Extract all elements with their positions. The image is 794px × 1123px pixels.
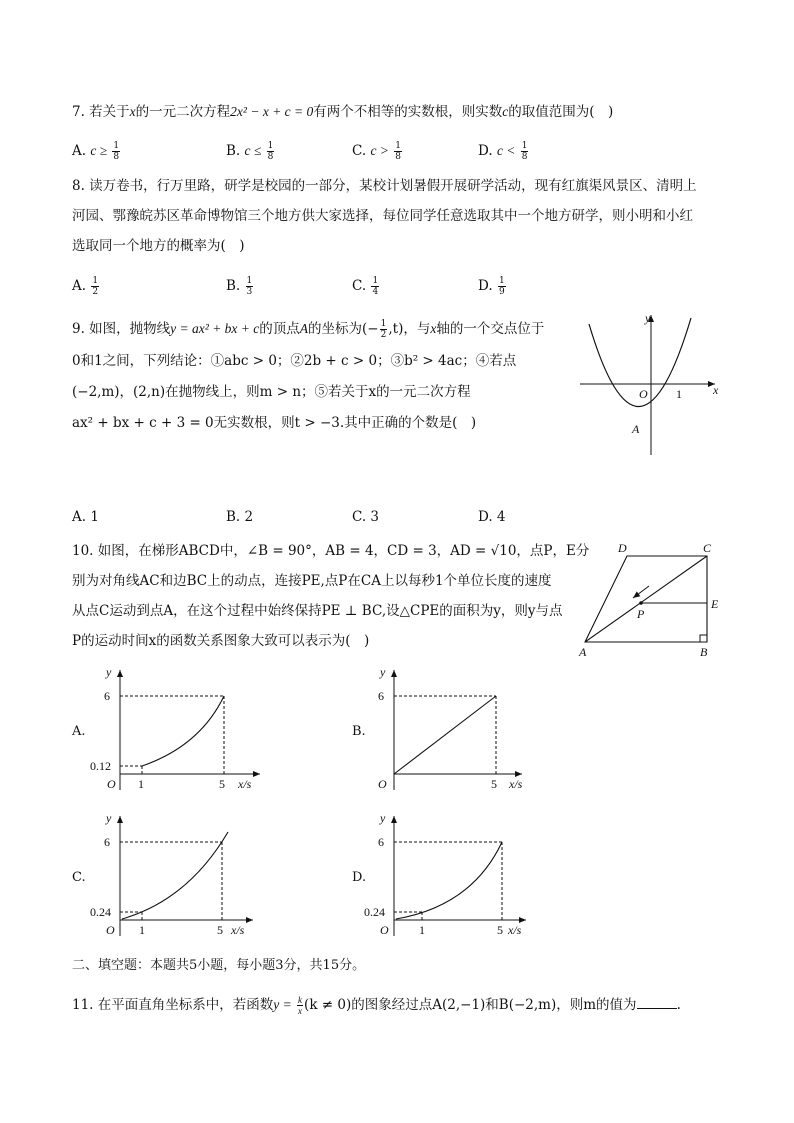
q10-label-c: C (703, 541, 712, 555)
q7-option-c[interactable]: C. c > $\frac{1}{8}$ (352, 141, 401, 162)
svg-text:O: O (107, 777, 116, 791)
svg-text:5: 5 (497, 923, 503, 937)
q9-line2: 0和1之间，下列结论：①abc > 0；②2b + c > 0；③b² > 4ac；④若点 (72, 353, 517, 369)
q10-line3: 从点C运动到点A，在这个过程中始终保持PE ⊥ BC,设△CPE的面积为y，则y与点 (72, 603, 563, 619)
q8-option-a[interactable]: A. $\frac{1}{2}$ (72, 276, 99, 297)
q9-axis-x-label: x (713, 383, 719, 397)
q9-option-b[interactable]: B. 2 (226, 509, 254, 525)
svg-text:0.24: 0.24 (364, 905, 385, 919)
q9-option-d[interactable]: D. 4 (478, 509, 506, 525)
q9-vertex-label: A (632, 422, 640, 436)
q8-line3: 选取同一个地方的概率为( ) (72, 238, 245, 254)
q9-origin-label: O (639, 387, 648, 401)
q8-option-c[interactable]: C. $\frac{1}{4}$ (352, 276, 379, 297)
q7-stem: 7. 若关于x的一元二次方程2x² − x + c = 0有两个不相等的实数根，则实数c的取值范围为( ) (72, 104, 614, 120)
q10-label-a: A (579, 645, 587, 659)
q8-line1: 8. 读万卷书，行万里路，研学是校园的一部分，某校计划暑假开展研学活动，现有红旗渠风景区、清明上 (72, 178, 697, 194)
svg-text:6: 6 (378, 835, 384, 849)
svg-text:6: 6 (378, 689, 384, 703)
q9-line1: 9. 如图，抛物线y = ax² + bx + c的顶点A的坐标为(− $\frac{1}{2}$ ,t)，与x轴的一个交点位于 (72, 319, 545, 340)
q9-axis-y-label: y (645, 311, 651, 325)
q10-trapezoid-figure (575, 540, 735, 660)
svg-text:5: 5 (217, 923, 223, 937)
q9-tick-1-label: 1 (676, 387, 682, 401)
q8-option-d[interactable]: D. $\frac{1}{9}$ (478, 276, 505, 297)
svg-text:6: 6 (104, 835, 110, 849)
q10-graph-b[interactable] (362, 662, 542, 797)
q9-option-c[interactable]: C. 3 (352, 509, 380, 525)
q10-right-angle-mark (700, 635, 707, 642)
svg-text:y: y (380, 811, 386, 825)
q7-option-a[interactable]: A. c ≥ $\frac{1}{8}$ (72, 141, 120, 162)
svg-text:x/s: x/s (508, 923, 522, 937)
q10-graph-d[interactable] (362, 808, 542, 943)
svg-text:0.12: 0.12 (90, 759, 111, 773)
q10-line1: 10. 如图，在梯形ABCD中，∠B = 90°，AB = 4，CD = 3，AD = √10，点P，E分 (72, 543, 590, 559)
svg-text:y: y (106, 665, 112, 679)
q9-line4: ax² + bx + c + 3 = 0无实数根，则t > −3.其中正确的个数是( ) (72, 415, 477, 431)
q10-graph-b-letter[interactable]: B. (352, 724, 366, 739)
svg-text:O: O (106, 923, 115, 937)
q7-option-d[interactable]: D. c < $\frac{1}{8}$ (478, 141, 528, 162)
q10-label-d: D (618, 541, 627, 555)
q10-label-e: E (711, 597, 719, 611)
svg-text:x/s: x/s (238, 777, 252, 791)
q10-diagonal-ac (585, 556, 707, 642)
svg-text:5: 5 (491, 777, 497, 791)
q10-label-p: P (637, 607, 645, 621)
q10-graph-c-letter[interactable]: C. (72, 870, 86, 885)
q10-graph-a-letter[interactable]: A. (72, 724, 86, 739)
svg-text:1: 1 (419, 923, 425, 937)
svg-text:1: 1 (138, 777, 144, 791)
svg-text:1: 1 (139, 923, 145, 937)
svg-text:O: O (378, 777, 387, 791)
svg-text:y: y (380, 665, 386, 679)
q10-motion-arrow (633, 586, 649, 598)
q10-graph-d-letter[interactable]: D. (352, 870, 367, 885)
q11-answer-blank[interactable] (637, 996, 677, 1009)
q10-line4: P的运动时间x的函数关系图象大致可以表示为( ) (72, 633, 370, 649)
q7-option-b[interactable]: B. c ≤ $\frac{1}{8}$ (226, 141, 274, 162)
q8-line2: 河园、鄂豫皖苏区革命博物馆三个地方供大家选择，每位同学任意选取其中一个地方研学，则小明和小红 (72, 208, 693, 224)
svg-text:O: O (380, 923, 389, 937)
q10-point-p (639, 601, 643, 605)
svg-text:x/s: x/s (509, 777, 523, 791)
q10-graph-a[interactable] (88, 662, 268, 797)
svg-text:y: y (106, 811, 112, 825)
q10-label-b: B (700, 645, 708, 659)
q11-stem: 11. 在平面直角坐标系中，若函数y = $\frac{k}{x}$ (k ≠ 0)的图象经过点A(2,−1)和B(−2,m)，则m的值为 . (72, 995, 681, 1016)
q10-graph-c[interactable] (88, 808, 268, 943)
svg-text:5: 5 (219, 777, 225, 791)
svg-text:x/s: x/s (231, 923, 245, 937)
q9-option-a[interactable]: A. 1 (72, 509, 99, 525)
q9-parabola-figure (575, 310, 725, 460)
q8-option-b[interactable]: B. $\frac{1}{3}$ (226, 276, 253, 297)
svg-text:0.24: 0.24 (90, 905, 111, 919)
section-2-heading: 二、填空题：本题共5小题，每小题3分，共15分。 (72, 958, 366, 973)
svg-text:6: 6 (104, 689, 110, 703)
q9-line3: (−2,m)，(2,n)在抛物线上，则m > n；⑤若关于x的一元二次方程 (72, 384, 471, 400)
q10-line2: 别为对角线AC和边BC上的动点，连接PE,点P在CA上以每秒1个单位长度的速度 (72, 573, 552, 589)
